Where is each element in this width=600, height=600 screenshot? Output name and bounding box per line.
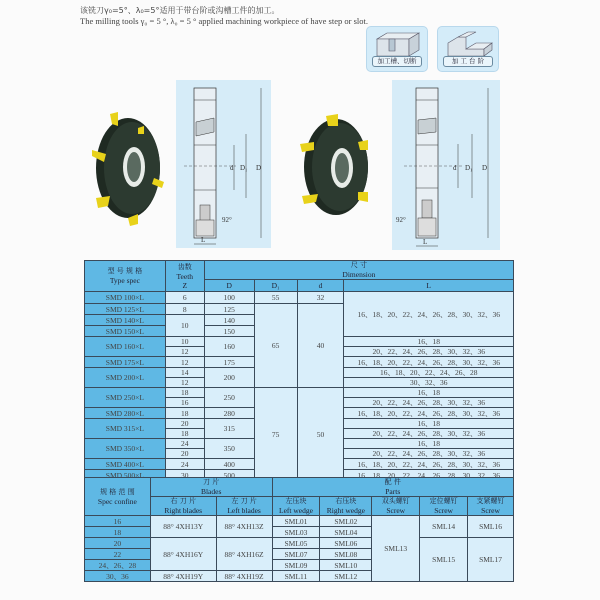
parts-table: 规 格 范 围 Spec confine 刀 片 Blades 配 件 Parts 右 刀 片 Right blades 左 刀 片 Left blades 左压块 Left wedge 右压块 Right wedge 双头螺钉 Screw 定位螺钉 Screw 支紧螺钉 Screw 16 88° 4XH13Y 88° 4XH13Z SML01 SML02 SML13 SML14 SML16 18 SML03 SML04 20 88° 4XH16Y 88° 4XH16Z SML05 SML06 SML15 SML17 22 SML07 SML08 24、26、28 SML09 SML10 30、36 88° 4XH19Y 88° 4XH19Z SML11 SML12 xyxy=(84,477,514,582)
label-D: D xyxy=(256,164,262,172)
header-D: D xyxy=(204,280,254,292)
header-dimension: 尺 寸 Dimension xyxy=(204,261,513,280)
label-L: L xyxy=(201,236,206,244)
header-right-wedge: 右压块 Right wedge xyxy=(320,497,372,516)
cross-section-drawing xyxy=(392,80,500,250)
cutter-right-image xyxy=(296,112,376,222)
header-left-wedge: 左压块 Left wedge xyxy=(272,497,320,516)
header-screw-locate: 定位螺钉 Screw xyxy=(420,497,468,516)
label-d: d xyxy=(230,164,234,172)
label-D: D xyxy=(482,164,488,172)
drawing-left xyxy=(176,80,271,248)
header-d: d xyxy=(297,280,344,292)
intro-text xyxy=(80,5,368,27)
label-d: d xyxy=(453,164,457,172)
header-blades: 刀 片 Blades xyxy=(150,478,272,497)
header-D1: D₁ xyxy=(254,280,297,292)
cross-section-drawing xyxy=(176,80,271,248)
slot-workpiece-icon xyxy=(373,31,423,57)
label-d1: D₁ xyxy=(240,164,248,172)
header-spec: 规 格 范 围 Spec confine xyxy=(85,478,151,516)
cutter-left-image xyxy=(88,110,166,226)
application-slot xyxy=(366,26,428,72)
label-angle: 92° xyxy=(222,216,232,224)
header-type: 型 号 规 格 Type spec xyxy=(85,261,166,292)
header-left-blades: 左 刀 片 Left blades xyxy=(216,497,272,516)
header-parts: 配 件 Parts xyxy=(272,478,513,497)
L-cell: 16、18、20、22、24、26、28、30、32、36 xyxy=(344,292,514,337)
application-step-label: 加 工 台 阶 xyxy=(443,56,493,67)
type-cell: SMD 100×L xyxy=(85,292,166,304)
application-slot-label: 加工槽、切断 xyxy=(372,56,422,67)
label-angle: 92° xyxy=(396,216,406,224)
spec-table: 型 号 规 格 Type spec 齿数 Teeth Z 尺 寸 Dimension D D₁ d L SMD 100×L 6 100 55 32 16、18、20、22、24、26、28、30、32、36 SMD 125×L 8 125 65 40 SMD 140×L 10 140 SMD 150×L 150 SMD 160×L 10 12 160 16、18 20、22、24、26、28、30、32、36 SMD 175×L 12 175 16、18、20、22、24、26、28、30、32、36 SMD 200×L 14 12 200 16、18、20、22、24、26、28 30、32、36 SMD 250×L 18 16 250 75 50 16、18 20、22、24、26、28、30、32、36 SMD 280×L 18 280 16、18、20、22、24、26、28、30、32、36 SMD 315×L 20 18 315 16、18 20、22、24、26、28、30、32、36 SMD 350×L 24 20 350 16、18 20、22、24、26、28、30、32、36 SMD 400×L 24 400 16、18、20、22、24、26、28、30、32、36 SMD 500×L 30 500 16、18、20、22、24、26、28、30、32、36 xyxy=(84,260,514,482)
header-L: L xyxy=(344,280,514,292)
application-step xyxy=(437,26,499,72)
label-d1: D₁ xyxy=(465,164,473,172)
label-L: L xyxy=(423,238,428,246)
intro-cn: 该铣刀γ₀=5°、λ₀=5°适用于带台阶或沟槽工件的加工。 xyxy=(80,6,280,15)
step-workpiece-icon xyxy=(444,31,494,57)
header-right-blades: 右 刀 片 Right blades xyxy=(150,497,216,516)
intro-en: The milling tools γ₀ = 5 °, λ₀ = 5 ° applied machining workpiece of have step or slot. xyxy=(80,16,368,26)
drawing-right xyxy=(392,80,500,250)
header-screw-double: 双头螺钉 Screw xyxy=(372,497,420,516)
header-teeth: 齿数 Teeth Z xyxy=(165,261,204,292)
header-screw-support: 支紧螺钉 Screw xyxy=(468,497,514,516)
